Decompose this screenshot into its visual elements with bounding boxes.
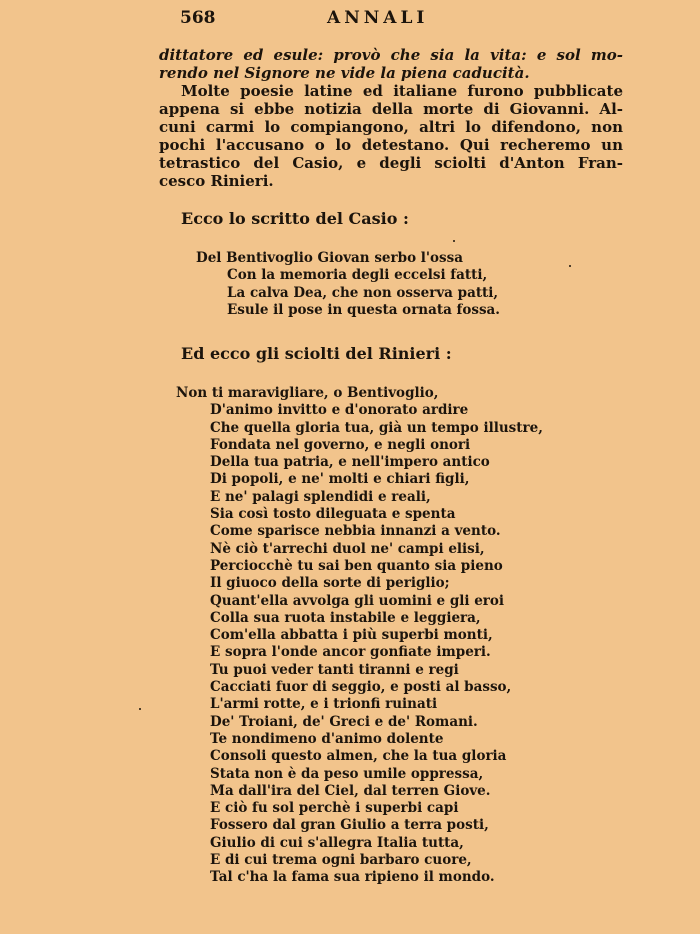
speck <box>139 708 141 710</box>
verse-line: Fossero dal gran Giulio a terra posti, <box>210 817 489 834</box>
verse-line: La calva Dea, che non osserva patti, <box>227 284 499 301</box>
speck <box>569 265 571 267</box>
verse-line: Che quella gloria tua, già un tempo illustre, <box>210 419 543 436</box>
casio-poem <box>196 250 500 319</box>
verse-line: Consoli questo almen, che la tua gloria <box>210 748 507 765</box>
running-title: ANNALI <box>327 8 429 28</box>
verse-line: Com'ella abbatta i più superbi monti, <box>210 627 493 644</box>
verse-line: Colla sua ruota instabile e leggiera, <box>210 609 481 626</box>
speck <box>453 240 455 242</box>
prose-line: cuni carmi lo compiangono, altri lo difendono, non <box>159 118 623 136</box>
verse-line: De' Troiani, de' Greci e de' Romani. <box>210 713 478 730</box>
rinieri-poem <box>176 385 543 887</box>
verse-line: Giulio di cui s'allegra Italia tutta, <box>210 834 464 851</box>
prose-block <box>159 46 623 190</box>
verse-line: E ne' palagi splendidi e reali, <box>210 488 431 505</box>
verse-line: Tu puoi veder tanti tiranni e regi <box>210 661 459 678</box>
page-number: 568 <box>180 8 216 28</box>
verse-line: Non ti maravigliare, o Bentivoglio, <box>176 385 439 401</box>
verse-line: D'animo invitto e d'onorato ardire <box>210 402 469 419</box>
verse-line: Della tua patria, e nell'impero antico <box>210 454 490 471</box>
prose-line: Molte poesie latine ed italiane furono pubblicate <box>181 82 623 100</box>
verse-line: Sia così tosto dileguata e spenta <box>210 506 456 523</box>
verse-line: Nè ciò t'arrechi duol ne' campi elisi, <box>210 540 485 557</box>
verse-line: Con la memoria degli eccelsi fatti, <box>227 267 488 284</box>
prose-line: appena si ebbe notizia della morte di Giovanni. Al- <box>159 100 623 118</box>
verse-line: Di popoli, e ne' molti e chiari figli, <box>210 471 470 488</box>
verse-line: E sopra l'onde ancor gonfiate imperi. <box>210 644 491 661</box>
verse-line: Del Bentivoglio Giovan serbo l'ossa <box>196 250 463 266</box>
verse-line: Esule il pose in questa ornata fossa. <box>227 301 501 318</box>
verse-line: Tal c'ha la fama sua ripieno il mondo. <box>210 869 495 886</box>
verse-line: E ciò fu sol perchè i superbi capi <box>210 800 459 817</box>
verse-line: Come sparisce nebbia innanzi a vento. <box>210 523 501 540</box>
rinieri-intro: Ed ecco gli sciolti del Rinieri : <box>181 344 452 363</box>
prose-line: pochi l'accusano o lo detestano. Qui recheremo un <box>159 136 623 154</box>
verse-line: E di cui trema ogni barbaro cuore, <box>210 852 472 869</box>
verse-line: Perciocchè tu sai ben quanto sia pieno <box>210 557 503 574</box>
prose-line: dittatore ed esule: provò che sia la vita: e sol mo- <box>159 46 623 64</box>
prose-line: rendo nel Signore ne vide la piena caducità. <box>159 64 530 82</box>
casio-intro: Ecco lo scritto del Casio : <box>181 209 409 228</box>
verse-line: Stata non è da peso umile oppressa, <box>210 765 484 782</box>
verse-line: Te nondimeno d'animo dolente <box>210 730 444 747</box>
verse-line: Il giuoco della sorte di periglio; <box>210 575 450 592</box>
verse-line: Fondata nel governo, e negli onori <box>210 436 471 453</box>
prose-line: cesco Rinieri. <box>159 172 274 190</box>
verse-line: Quant'ella avvolga gli uomini e gli eroi <box>210 592 505 609</box>
verse-line: L'armi rotte, e i trionfi ruinati <box>210 696 438 713</box>
verse-line: Ma dall'ira del Ciel, dal terren Giove. <box>210 782 491 799</box>
verse-line: Cacciati fuor di seggio, e posti al basso, <box>210 679 512 696</box>
prose-line: tetrastico del Casio, e degli sciolti d'Anton Fran- <box>159 154 623 172</box>
